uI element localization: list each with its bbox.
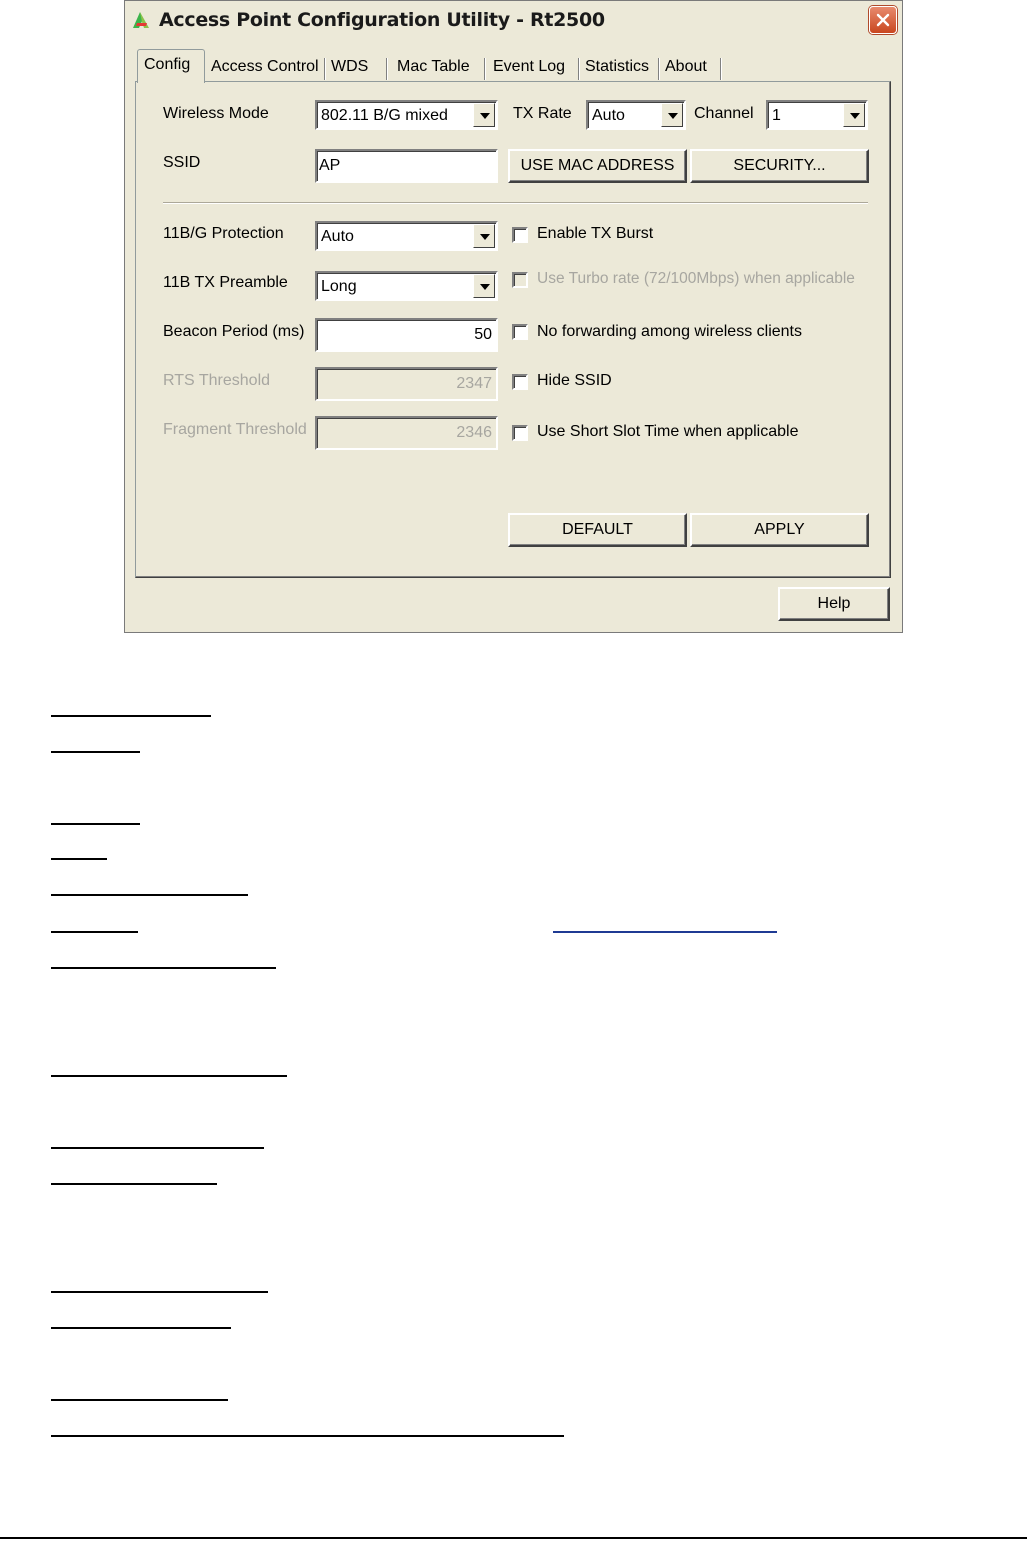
- ssid-value: AP: [319, 157, 341, 174]
- underline-mark: [51, 894, 248, 896]
- wireless-mode-value: 802.11 B/G mixed: [321, 107, 448, 124]
- apply-button[interactable]: APPLY: [690, 513, 869, 547]
- preamble-select[interactable]: [315, 271, 498, 301]
- hide-ssid-checkbox[interactable]: [512, 374, 528, 390]
- use-mac-address-button[interactable]: USE MAC ADDRESS: [508, 149, 687, 183]
- underline-mark: [51, 1147, 264, 1149]
- fragment-input: [315, 416, 498, 450]
- tab-event-log[interactable]: Event Log: [487, 53, 579, 81]
- close-icon: [875, 12, 891, 28]
- rts-input: [315, 367, 498, 401]
- help-button[interactable]: Help: [778, 587, 890, 621]
- no-forwarding-checkbox[interactable]: [512, 324, 528, 340]
- tab-statistics[interactable]: Statistics: [579, 53, 659, 81]
- tx-burst-checkbox[interactable]: [512, 227, 528, 243]
- divider: [163, 202, 868, 204]
- beacon-input[interactable]: [315, 318, 498, 352]
- chevron-down-icon[interactable]: [473, 224, 495, 248]
- underline-mark: [51, 1327, 231, 1329]
- underline-mark: [51, 1291, 268, 1293]
- underline-mark: [51, 858, 107, 860]
- underline-mark: [51, 1435, 564, 1437]
- fragment-label: Fragment Threshold: [163, 421, 307, 438]
- protection-label: 11B/G Protection: [163, 225, 284, 242]
- tab-access-control[interactable]: Access Control: [205, 53, 325, 81]
- tx-rate-label: TX Rate: [513, 105, 572, 122]
- channel-label: Channel: [694, 105, 754, 122]
- window-title: Access Point Configuration Utility - Rt2500: [159, 9, 605, 31]
- tx-rate-select[interactable]: [586, 100, 686, 130]
- channel-value: 1: [772, 107, 781, 124]
- short-slot-label: Use Short Slot Time when applicable: [537, 423, 799, 440]
- short-slot-checkbox[interactable]: [512, 425, 528, 441]
- rts-value: 2347: [456, 375, 492, 392]
- channel-select[interactable]: [766, 100, 868, 130]
- security-button[interactable]: SECURITY...: [690, 149, 869, 183]
- tab-wds[interactable]: WDS: [325, 53, 387, 81]
- chevron-down-icon[interactable]: [661, 103, 683, 127]
- protection-value: Auto: [321, 228, 354, 245]
- tab-mac-table[interactable]: Mac Table: [391, 53, 485, 81]
- turbo-checkbox: [512, 272, 528, 288]
- fragment-value: 2346: [456, 424, 492, 441]
- link-underline[interactable]: [553, 931, 777, 933]
- title-bar[interactable]: [125, 1, 902, 39]
- wireless-mode-label: Wireless Mode: [163, 105, 269, 122]
- underline-mark: [51, 967, 276, 969]
- underline-mark: [51, 1399, 228, 1401]
- underline-mark: [51, 715, 211, 717]
- close-button[interactable]: [869, 6, 897, 34]
- preamble-label: 11B TX Preamble: [163, 274, 288, 291]
- chevron-down-icon[interactable]: [843, 103, 865, 127]
- underline-mark: [51, 1075, 287, 1077]
- chevron-down-icon[interactable]: [473, 274, 495, 298]
- tab-config[interactable]: Config: [137, 49, 205, 83]
- hide-ssid-label: Hide SSID: [537, 372, 612, 389]
- underline-mark: [51, 1183, 217, 1185]
- wireless-mode-select[interactable]: [315, 100, 498, 130]
- beacon-value: 50: [474, 326, 492, 343]
- no-forwarding-label: No forwarding among wireless clients: [537, 323, 802, 340]
- preamble-value: Long: [321, 278, 357, 295]
- beacon-label: Beacon Period (ms): [163, 323, 305, 340]
- app-logo-icon: [131, 10, 151, 30]
- rts-label: RTS Threshold: [163, 372, 271, 389]
- underline-mark: [51, 931, 138, 933]
- underline-mark: [51, 751, 140, 753]
- ssid-label: SSID: [163, 154, 201, 171]
- default-button[interactable]: DEFAULT: [508, 513, 687, 547]
- tx-burst-label: Enable TX Burst: [537, 225, 654, 242]
- tx-rate-value: Auto: [592, 107, 625, 124]
- ssid-input[interactable]: [315, 149, 498, 183]
- page-bottom-rule: [0, 1537, 1027, 1539]
- tab-about[interactable]: About: [659, 53, 721, 81]
- chevron-down-icon[interactable]: [473, 103, 495, 127]
- protection-select[interactable]: [315, 221, 498, 251]
- underline-mark: [51, 823, 140, 825]
- turbo-label: Use Turbo rate (72/100Mbps) when applicable: [537, 270, 855, 287]
